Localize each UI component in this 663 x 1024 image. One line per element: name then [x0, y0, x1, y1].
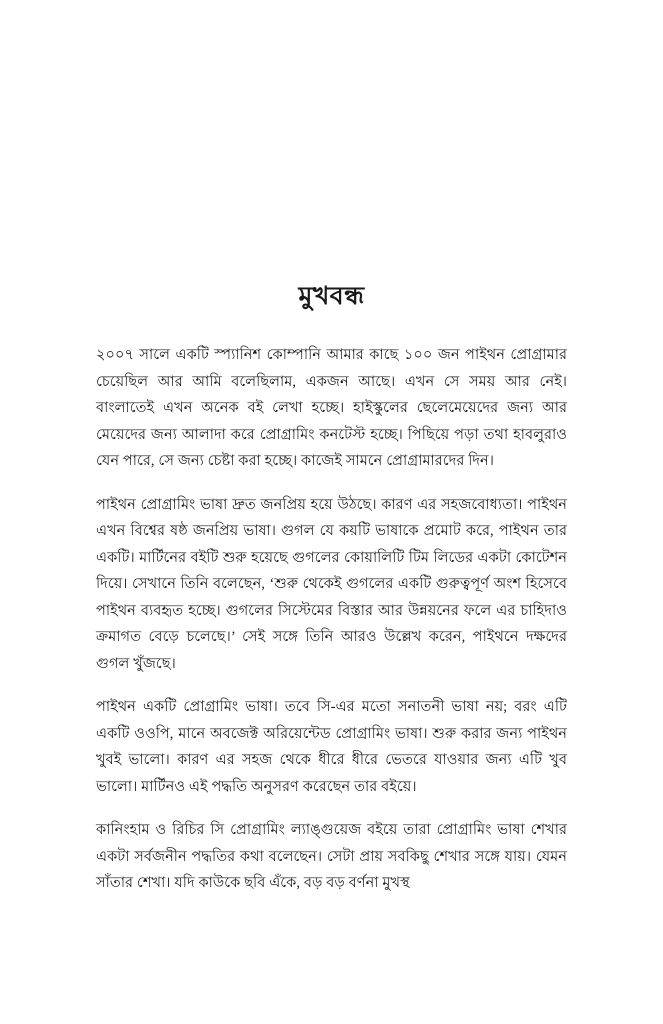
- body-paragraph: কানিংহাম ও রিচির সি প্রোগ্রামিং ল্যাঙ্গুয়েজ বইয়ে তারা প্রোগ্রামিং ভাষা শেখার একটা সর্বজনীন পদ্ধতির কথা বলেছেন। সেটা প্রায় সবকিছু শেখার সঙ্গে যায়। যেমন সাঁতার শেখা। যদি কাউকে ছবি এঁকে, বড় বড় বর্ণনা মুখস্থ: [96, 822, 567, 891]
- page-top-margin: [96, 0, 567, 282]
- page-title: মুখবন্ধ: [298, 283, 365, 310]
- body-paragraph: পাইথন একটি প্রোগ্রামিং ভাষা। তবে সি-এর মতো সনাতনী ভাষা নয়; বরং এটি একটি ওওপি, মানে অবজেক্ট অরিয়েন্টেড প্রোগ্রামিং ভাষা। শুরু করার জন্য পাইথন খুবই ভালো। কারণ এর সহজ থেকে ধীরে ধীরে ভেতরে যাওয়ার জন্য এটি খুব ভালো। মার্টিনও এই পদ্ধতি অনুসরণ করেছেন তার বইয়ে।: [96, 699, 567, 795]
- body-paragraph: ২০০৭ সালে একটি স্প্যানিশ কোম্পানি আমার কাছে ১০০ জন পাইথন প্রোগ্রামার চেয়েছিল আর আমি বলেছিলাম, একজন আছে। এখন সে সময় আর নেই। বাংলাতেই এখন অনেক বই লেখা হচ্ছে। হাইস্কুলের ছেলেমেয়েদের জন্য আর মেয়েদের জন্য আলাদা করে প্রোগ্রামিং কনটেস্ট হচ্ছে। পিছিয়ে পড়া তথা হাবলুরাও যেন পারে, সে জন্য চেষ্টা করা হচ্ছে। কাজেই সামনে প্রোগ্রামারদের দিন।: [96, 347, 567, 469]
- body-paragraph: পাইথন প্রোগ্রামিং ভাষা দ্রুত জনপ্রিয় হয়ে উঠছে। কারণ এর সহজবোধ্যতা। পাইথন এখন বিশ্বের ষষ্ঠ জনপ্রিয় ভাষা। গুগল যে কয়টি ভাষাকে প্রমোট করে, পাইথন তার একটি। মার্টিনের বইটি শুরু হয়েছে গুগলের কোয়ালিটি টিম লিডের একটা কোটেশন দিয়ে। সেখানে তিনি বলেছেন, ‘শুরু থেকেই গুগলের একটি গুরুত্বপূর্ণ অংশ হিসেবে পাইথন ব্যবহৃত হচ্ছে। গুগলের সিস্টেমের বিস্তার আর উন্নয়নের ফলে এর চাহিদাও ক্রমাগত বেড়ে চলেছে।’ সেই সঙ্গে তিনি আরও উল্লেখ করেন, পাইথনে দক্ষদের গুগল খুঁজছে।: [96, 496, 567, 672]
